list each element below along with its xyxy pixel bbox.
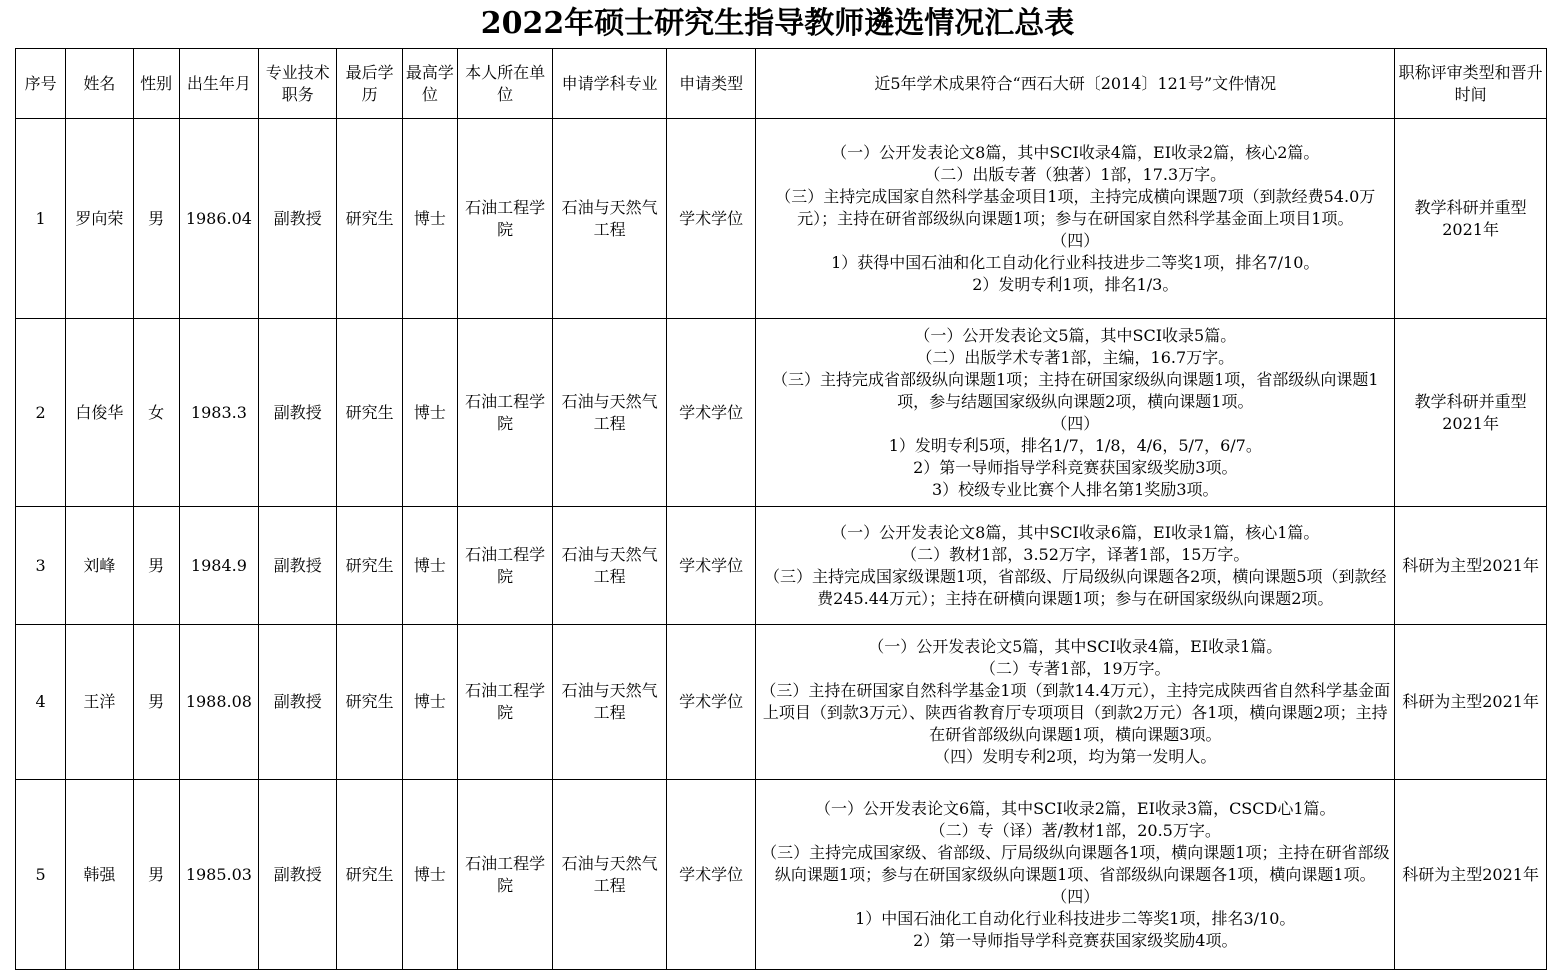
cell-education: 研究生 — [337, 319, 402, 507]
cell-gender: 男 — [133, 507, 179, 625]
col-header-name: 姓名 — [66, 49, 133, 119]
col-header-degree: 最高学位 — [402, 49, 457, 119]
cell-discipline: 石油与天然气工程 — [553, 625, 667, 780]
col-header-achievements: 近5年学术成果符合“西石大研〔2014〕121号”文件情况 — [756, 49, 1395, 119]
cell-unit: 石油工程学院 — [457, 319, 552, 507]
table-row — [16, 119, 1547, 319]
cell-type: 学术学位 — [666, 507, 755, 625]
cell-discipline: 石油与天然气工程 — [553, 119, 667, 319]
header-row — [16, 49, 1547, 119]
col-header-type: 申请类型 — [666, 49, 755, 119]
cell-achievements — [756, 119, 1395, 319]
cell-unit: 石油工程学院 — [457, 780, 552, 970]
cell-no: 4 — [16, 625, 66, 780]
achievement-line: （一）公开发表论文8篇，其中SCI收录6篇，EI收录1篇，核心1篇。 — [831, 522, 1320, 542]
cell-education: 研究生 — [337, 119, 402, 319]
col-header-unit: 本人所在单位 — [457, 49, 552, 119]
cell-name: 白俊华 — [66, 319, 133, 507]
col-header-birth: 出生年月 — [179, 49, 258, 119]
cell-no: 3 — [16, 507, 66, 625]
cell-name: 王洋 — [66, 625, 133, 780]
achievement-line: （三）主持完成国家级、省部级、厅局级纵向课题各1项，横向课题1项；主持在研省部级纵向课题1项；参与在研国家级纵向课题1项、省部级纵向课题各1项，横向课题1项。 — [761, 842, 1390, 884]
table-row — [16, 780, 1547, 970]
achievement-line: 1）发明专利5项，排名1/7，1/8，4/6，5/7，6/7。 — [888, 435, 1262, 455]
table-row — [16, 319, 1547, 507]
cell-type: 学术学位 — [666, 780, 755, 970]
cell-gender: 男 — [133, 780, 179, 970]
cell-review: 科研为主型2021年 — [1395, 780, 1547, 970]
cell-gender: 女 — [133, 319, 179, 507]
achievement-line: （四）发明专利2项，均为第一发明人。 — [934, 747, 1217, 766]
cell-achievements — [756, 319, 1395, 507]
achievement-line: （三）主持完成国家级课题1项，省部级、厅局级纵向课题各2项，横向课题5项（到款经费245.44万元）；主持在研横向课题1项；参与在研国家级纵向课题2项。 — [763, 566, 1387, 608]
cell-degree: 博士 — [402, 625, 457, 780]
achievement-line: （三）主持完成国家自然科学基金项目1项，主持完成横向课题7项（到款经费54.0万元）；主持在研省部级纵向课题1项；参与在研国家自然科学基金面上项目1项。 — [775, 186, 1376, 228]
cell-no: 2 — [16, 319, 66, 507]
cell-birth: 1986.04 — [179, 119, 258, 319]
cell-discipline: 石油与天然气工程 — [553, 507, 667, 625]
cell-name: 罗向荣 — [66, 119, 133, 319]
achievement-line: （四） — [1051, 413, 1100, 433]
cell-achievements — [756, 625, 1395, 780]
cell-degree: 博士 — [402, 507, 457, 625]
achievement-line: （二）教材1部，3.52万字，译著1部，15万字。 — [901, 544, 1250, 564]
cell-title: 副教授 — [259, 780, 337, 970]
achievement-line: 1）获得中国石油和化工自动化行业科技进步二等奖1项，排名7/10。 — [831, 252, 1320, 272]
cell-review: 科研为主型2021年 — [1395, 625, 1547, 780]
cell-type: 学术学位 — [666, 319, 755, 507]
col-header-education: 最后学历 — [337, 49, 402, 119]
cell-no: 5 — [16, 780, 66, 970]
page-title: 2022年硕士研究生指导教师遴选情况汇总表 — [480, 6, 1075, 41]
cell-name: 韩强 — [66, 780, 133, 970]
cell-education: 研究生 — [337, 780, 402, 970]
achievement-line: 2）第一导师指导学科竞赛获国家级奖励3项。 — [913, 457, 1238, 477]
cell-achievements — [756, 507, 1395, 625]
achievement-line: （一）公开发表论文6篇，其中SCI收录2篇，EI收录3篇，CSCD心1篇。 — [815, 798, 1336, 818]
col-header-title: 专业技术职务 — [259, 49, 337, 119]
col-header-gender: 性别 — [133, 49, 179, 119]
cell-review: 科研为主型2021年 — [1395, 507, 1547, 625]
cell-title: 副教授 — [259, 507, 337, 625]
cell-degree: 博士 — [402, 319, 457, 507]
cell-education: 研究生 — [337, 625, 402, 780]
achievement-line: （一）公开发表论文8篇，其中SCI收录4篇，EI收录2篇，核心2篇。 — [831, 142, 1320, 162]
cell-unit: 石油工程学院 — [457, 119, 552, 319]
achievement-line: （三）主持完成省部级纵向课题1项；主持在研国家级纵向课题1项，省部级纵向课题1项，参与结题国家级纵向课题2项，横向课题1项。 — [771, 369, 1379, 411]
achievement-line: （二）专著1部，19万字。 — [979, 659, 1171, 678]
cell-discipline: 石油与天然气工程 — [553, 780, 667, 970]
cell-unit: 石油工程学院 — [457, 507, 552, 625]
col-header-discipline: 申请学科专业 — [553, 49, 667, 119]
achievement-line: 2）第一导师指导学科竞赛获国家级奖励4项。 — [913, 930, 1238, 950]
cell-discipline: 石油与天然气工程 — [553, 319, 667, 507]
cell-title: 副教授 — [259, 119, 337, 319]
cell-review: 教学科研并重型2021年 — [1395, 119, 1547, 319]
col-header-no: 序号 — [16, 49, 66, 119]
cell-degree: 博士 — [402, 780, 457, 970]
cell-birth: 1985.03 — [179, 780, 258, 970]
achievement-line: （四） — [1051, 886, 1100, 906]
achievement-line: 1）中国石油化工自动化行业科技进步二等奖1项，排名3/10。 — [855, 908, 1296, 928]
achievement-line: 3）校级专业比赛个人排名第1奖励3项。 — [931, 479, 1219, 499]
table-row — [16, 507, 1547, 625]
cell-birth: 1988.08 — [179, 625, 258, 780]
cell-birth: 1984.9 — [179, 507, 258, 625]
achievement-line: （四） — [1051, 230, 1100, 250]
table-row — [16, 625, 1547, 780]
col-header-review: 职称评审类型和晋升时间 — [1395, 49, 1547, 119]
cell-title: 副教授 — [259, 319, 337, 507]
cell-gender: 男 — [133, 119, 179, 319]
cell-review: 教学科研并重型2021年 — [1395, 319, 1547, 507]
cell-unit: 石油工程学院 — [457, 625, 552, 780]
cell-type: 学术学位 — [666, 625, 755, 780]
cell-type: 学术学位 — [666, 119, 755, 319]
cell-birth: 1983.3 — [179, 319, 258, 507]
cell-title: 副教授 — [259, 625, 337, 780]
cell-degree: 博士 — [402, 119, 457, 319]
cell-gender: 男 — [133, 625, 179, 780]
achievement-line: （一）公开发表论文5篇，其中SCI收录4篇，EI收录1篇。 — [868, 637, 1283, 656]
achievement-line: （二）专（译）著/教材1部，20.5万字。 — [929, 820, 1221, 840]
cell-name: 刘峰 — [66, 507, 133, 625]
achievement-line: （三）主持在研国家自然科学基金1项（到款14.4万元），主持完成陕西省自然科学基金面上项目（到款3万元）、陕西省教育厅专项项目（到款2万元）各1项，横向课题2项；主持在研省部级纵向课题1项，横向课题3项。 — [760, 681, 1391, 744]
achievement-line: （二）出版学术专著1部，主编，16.7万字。 — [916, 347, 1235, 367]
cell-no: 1 — [16, 119, 66, 319]
cell-education: 研究生 — [337, 507, 402, 625]
summary-table — [15, 48, 1547, 970]
achievement-line: 2）发明专利1项，排名1/3。 — [972, 274, 1179, 294]
achievement-line: （一）公开发表论文5篇，其中SCI收录5篇。 — [914, 325, 1237, 345]
cell-achievements — [756, 780, 1395, 970]
achievement-line: （二）出版专著（独著）1部，17.3万字。 — [924, 164, 1227, 184]
